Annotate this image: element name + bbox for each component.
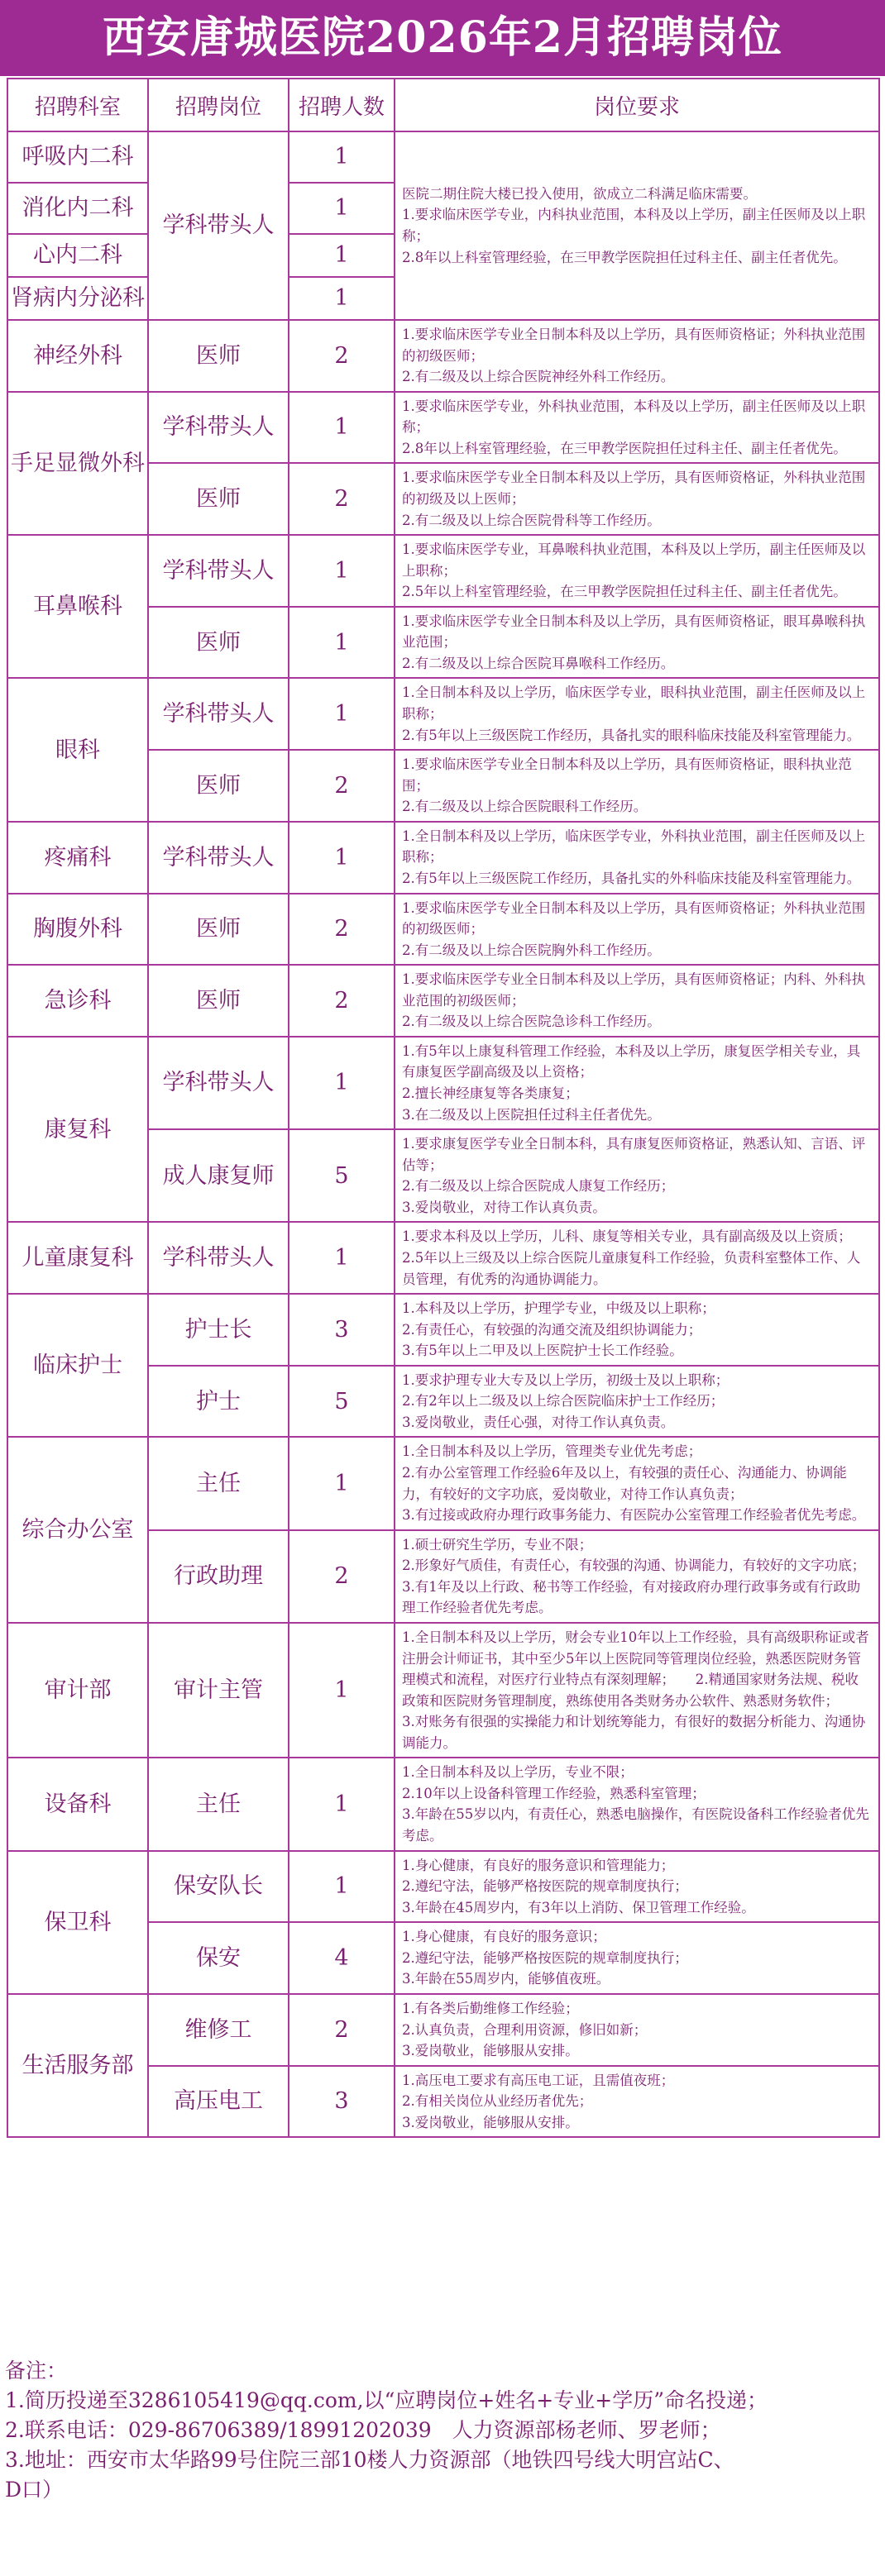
- requirement-line: 3.对账务有很强的实操能力和计划统筹能力，有很好的数据分析能力、沟通协调能力。: [402, 1714, 866, 1751]
- headcount-cell: 3: [289, 1294, 395, 1366]
- requirement-line: 2.有二级及以上综合医院眼科工作经历。: [402, 799, 648, 815]
- requirement-line: 1.有5年以上康复科管理工作经验，本科及以上学历，康复医学相关专业，具有康复医学副高级及以上资格；: [402, 1042, 861, 1080]
- headcount-cell: 2: [289, 750, 395, 822]
- requirement-line: 2.有二级及以上综合医院急诊科工作经历。: [402, 1014, 661, 1030]
- header-count: 招聘人数: [289, 79, 395, 131]
- requirements-cell: [395, 1366, 879, 1438]
- requirement-line: 2.有二级及以上综合医院胸外科工作经历。: [402, 942, 661, 958]
- header-department: 招聘科室: [7, 79, 148, 131]
- requirement-line: 2.有2年以上二级及以上综合医院临床护士工作经历；: [402, 1393, 725, 1410]
- headcount-cell: 2: [289, 1994, 395, 2066]
- requirement-line: 2.8年以上科室管理经验，在三甲教学医院担任过科主任、副主任者优先。: [402, 249, 847, 265]
- requirements-cell: [395, 607, 879, 679]
- table-row: [7, 1623, 879, 1758]
- position-cell: 学科带头人: [148, 131, 289, 320]
- department-cell: 疼痛科: [7, 822, 148, 894]
- department-cell: 耳鼻喉科: [7, 535, 148, 678]
- headcount-cell: 1: [289, 234, 395, 277]
- table-row: [7, 1994, 879, 2066]
- requirement-line: 1.要求临床医学专业全日制本科及以上学历，具有医师资格证，眼耳鼻喉科执业范围；: [402, 613, 866, 651]
- position-cell: 审计主管: [148, 1623, 289, 1758]
- headcount-cell: 1: [289, 131, 395, 183]
- requirement-line: 3.年龄在55岁以内，有责任心，熟悉电脑操作，有医院设备科工作经验者优先考虑。: [402, 1806, 869, 1844]
- requirement-line: 1.要求康复医学专业全日制本科，具有康复医师资格证，熟悉认知、言语、评估等；: [402, 1136, 866, 1173]
- headcount-cell: 2: [289, 894, 395, 966]
- table-row: [7, 965, 879, 1037]
- requirement-line: 2.有二级及以上综合医院神经外科工作经历。: [402, 369, 675, 385]
- headcount-cell: 1: [289, 1437, 395, 1529]
- headcount-cell: 4: [289, 1922, 395, 1994]
- requirement-line: 2.有二级及以上综合医院骨科等工作经历。: [402, 512, 661, 528]
- headcount-cell: 5: [289, 1129, 395, 1222]
- headcount-cell: 1: [289, 607, 395, 679]
- position-cell: 主任: [148, 1437, 289, 1529]
- requirement-line: 1.要求临床医学专业，耳鼻喉科执业范围，本科及以上学历，副主任医师及以上职称；: [402, 541, 866, 579]
- requirement-line: 2.有责任心，有较强的沟通交流及组织协调能力；: [402, 1321, 702, 1338]
- department-cell: 手足显微外科: [7, 392, 148, 535]
- requirement-line: 1.全日制本科及以上学历，专业不限；: [402, 1764, 634, 1781]
- headcount-cell: 1: [289, 392, 395, 464]
- department-cell: 心内二科: [7, 234, 148, 277]
- requirement-line: 2.5年以上三级及以上综合医院儿童康复科工作经验，负责科室整体工作、人员管理，有优秀的沟通协调能力。: [402, 1249, 861, 1287]
- requirements-cell: [395, 320, 879, 392]
- requirements-cell: [395, 1851, 879, 1923]
- position-cell: 医师: [148, 750, 289, 822]
- department-cell: 儿童康复科: [7, 1222, 148, 1294]
- position-cell: 护士: [148, 1366, 289, 1438]
- position-cell: 学科带头人: [148, 392, 289, 464]
- notes-resume-email: 1.简历投递至3286105419@qq.com,以“应聘岗位+姓名+专业+学历”命名投递；: [5, 2388, 768, 2412]
- requirement-line: 1.全日制本科及以上学历，管理类专业优先考虑；: [402, 1443, 702, 1460]
- requirement-line: 2.10年以上设备科管理工作经验，熟悉科室管理；: [402, 1785, 706, 1801]
- headcount-cell: 1: [289, 1037, 395, 1129]
- headcount-cell: 1: [289, 277, 395, 320]
- position-cell: 学科带头人: [148, 1037, 289, 1129]
- notes-heading: 备注：: [5, 2359, 68, 2383]
- requirements-cell: [395, 2066, 879, 2138]
- requirement-line: 3.年龄在45周岁内，有3年以上消防、保卫管理工作经验。: [402, 1899, 755, 1915]
- requirements-cell: [395, 678, 879, 750]
- position-cell: 学科带头人: [148, 535, 289, 607]
- notes-address: 3.地址：西安市太华路99号住院三部10楼人力资源部（地铁四号线大明宫站C、: [5, 2448, 734, 2472]
- headcount-cell: 2: [289, 1530, 395, 1623]
- requirement-line: 2.8年以上科室管理经验，在三甲教学医院担任过科主任、副主任者优先。: [402, 440, 847, 456]
- requirement-line: 1.身心健康，有良好的服务意识；: [402, 1929, 606, 1945]
- requirement-line: 3.有5年以上二甲及以上医院护士长工作经验。: [402, 1343, 683, 1359]
- requirement-line: 2.遵纪守法，能够严格按医院的规章制度执行；: [402, 1949, 688, 1966]
- table-row: [7, 1851, 879, 1923]
- requirement-line: 2.有二级及以上综合医院耳鼻喉科工作经历。: [402, 655, 675, 671]
- requirements-cell: [395, 1922, 879, 1994]
- requirements-cell: [395, 965, 879, 1037]
- requirements-cell: [395, 1294, 879, 1366]
- requirements-cell: [395, 822, 879, 894]
- headcount-cell: 3: [289, 2066, 395, 2138]
- department-cell: 肾病内分泌科: [7, 277, 148, 320]
- headcount-cell: 2: [289, 463, 395, 535]
- requirement-line: 2.有办公室管理工作经验6年及以上，有较强的责任心、沟通能力、协调能力，有较好的文字功底，爱岗敬业，对待工作认真负责；: [402, 1465, 847, 1502]
- requirements-cell: [395, 1994, 879, 2066]
- requirements-cell: [395, 1222, 879, 1294]
- requirement-line: 2.形象好气质佳，有责任心，有较强的沟通、协调能力，有较好的文字功底；: [402, 1558, 866, 1574]
- headcount-cell: 1: [289, 535, 395, 607]
- requirement-line: 1.要求临床医学专业全日制本科及以上学历，具有医师资格证；外科执业范围的初级医师；: [402, 899, 866, 937]
- requirement-line: 2.遵纪守法，能够严格按医院的规章制度执行；: [402, 1878, 688, 1895]
- headcount-cell: 2: [289, 965, 395, 1037]
- headcount-cell: 1: [289, 1222, 395, 1294]
- requirement-line: 1.要求临床医学专业，外科执业范围，本科及以上学历，副主任医师及以上职称；: [402, 398, 866, 436]
- department-cell: 呼吸内二科: [7, 131, 148, 183]
- requirement-line: 1.要求护理专业大专及以上学历，初级士及以上职称；: [402, 1371, 730, 1388]
- requirement-line: 1.全日制本科及以上学历，临床医学专业，眼科执业范围，副主任医师及以上职称；: [402, 685, 866, 722]
- headcount-cell: 5: [289, 1366, 395, 1438]
- requirement-line: 1.全日制本科及以上学历，财会专业10年以上工作经验，具有高级职称证或者注册会计师证书，其中至少5年以上医院同等管理岗位经验，熟悉医院财务管理模式和流程，对医疗行业特点有深刻理解； 2.精通国家财务法规、税收政策和医院财务管理制度，熟练使用各类财务办公软件、熟悉财务软件；: [402, 1629, 869, 1709]
- department-cell: 康复科: [7, 1037, 148, 1223]
- table-row: [7, 392, 879, 464]
- requirement-line: 3.有1年及以上行政、秘书等工作经验，有对接政府办理行政事务或有行政助理工作经验者优先考虑。: [402, 1578, 861, 1616]
- requirements-cell: [395, 1129, 879, 1222]
- department-cell: 眼科: [7, 678, 148, 821]
- position-cell: 成人康复师: [148, 1129, 289, 1222]
- requirement-line: 2.有相关岗位从业经历者优先；: [402, 2093, 593, 2110]
- requirement-line: 3.爱岗敬业，能够服从安排。: [402, 2114, 579, 2130]
- table-row: [7, 1222, 879, 1294]
- notes-contact-phone: 2.联系电话：029-86706389/18991202039 人力资源部杨老师、罗老师；: [5, 2418, 721, 2442]
- department-cell: 临床护士: [7, 1294, 148, 1437]
- position-cell: 行政助理: [148, 1530, 289, 1623]
- position-cell: 维修工: [148, 1994, 289, 2066]
- requirement-line: 医院二期住院大楼已投入使用，欲成立二科满足临床需要。: [402, 185, 757, 202]
- position-cell: 医师: [148, 894, 289, 966]
- header-position: 招聘岗位: [148, 79, 289, 131]
- department-cell: 胸腹外科: [7, 894, 148, 966]
- position-cell: 保安: [148, 1922, 289, 1994]
- department-cell: 保卫科: [7, 1851, 148, 1994]
- requirement-line: 1.要求临床医学专业全日制本科及以上学历，具有医师资格证；内科、外科执业范围的初级医师；: [402, 971, 866, 1009]
- position-cell: 医师: [148, 463, 289, 535]
- requirement-line: 1.硕士研究生学历，专业不限；: [402, 1536, 593, 1553]
- header-requirements: 岗位要求: [395, 79, 879, 131]
- requirement-line: 2.5年以上科室管理经验，在三甲教学医院担任过科主任、副主任者优先。: [402, 584, 847, 600]
- table-row: [7, 1758, 879, 1850]
- department-cell: 神经外科: [7, 320, 148, 392]
- page-title: 西安唐城医院2026年2月招聘岗位: [0, 0, 885, 76]
- requirement-line: 1.全日制本科及以上学历，临床医学专业，外科执业范围，副主任医师及以上职称；: [402, 828, 866, 866]
- position-cell: 医师: [148, 607, 289, 679]
- notes-address-cont: D口）: [5, 2478, 64, 2502]
- recruitment-table: [7, 78, 878, 2138]
- requirements-cell: [395, 1037, 879, 1129]
- requirements-cell: [395, 1623, 879, 1758]
- table-row: [7, 822, 879, 894]
- position-cell: 学科带头人: [148, 678, 289, 750]
- headcount-cell: 1: [289, 183, 395, 234]
- requirement-line: 2.有5年以上三级医院工作经历，具备扎实的眼科临床技能及科室管理能力。: [402, 727, 861, 743]
- requirements-cell: [395, 463, 879, 535]
- position-cell: 主任: [148, 1758, 289, 1850]
- requirement-line: 2.有二级及以上综合医院成人康复工作经历；: [402, 1178, 675, 1195]
- requirement-line: 3.爱岗敬业，责任心强，对待工作认真负责。: [402, 1414, 675, 1430]
- table-row: [7, 1037, 879, 1129]
- department-cell: 消化内二科: [7, 183, 148, 234]
- requirement-line: 2.有5年以上三级医院工作经历，具备扎实的外科临床技能及科室管理能力。: [402, 870, 861, 886]
- requirement-line: 1.本科及以上学历，护理学专业，中级及以上职称；: [402, 1300, 715, 1317]
- requirement-line: 3.爱岗敬业，能够服从安排。: [402, 2043, 579, 2059]
- headcount-cell: 1: [289, 822, 395, 894]
- position-cell: 高压电工: [148, 2066, 289, 2138]
- requirements-cell: [395, 1437, 879, 1529]
- headcount-cell: 1: [289, 1758, 395, 1850]
- requirements-cell: [395, 1530, 879, 1623]
- position-cell: 保安队长: [148, 1851, 289, 1923]
- requirement-line: 1.高压电工要求有高压电工证，且需值夜班；: [402, 2072, 675, 2088]
- position-cell: 学科带头人: [148, 1222, 289, 1294]
- department-cell: 审计部: [7, 1623, 148, 1758]
- table-header-row: [7, 79, 879, 131]
- requirement-line: 3.在二级及以上医院担任过科主任者优先。: [402, 1106, 661, 1123]
- requirements-cell: [395, 750, 879, 822]
- requirement-line: 1.有各类后勤维修工作经验；: [402, 2000, 579, 2016]
- requirement-line: 1.身心健康，有良好的服务意识和管理能力；: [402, 1857, 675, 1873]
- headcount-cell: 1: [289, 1851, 395, 1923]
- requirement-line: 1.要求临床医学专业全日制本科及以上学历，具有医师资格证，眼科执业范围；: [402, 756, 852, 794]
- requirement-line: 3.爱岗敬业，对待工作认真负责。: [402, 1199, 606, 1215]
- requirements-cell: [395, 392, 879, 464]
- requirement-line: 1.要求临床医学专业全日制本科及以上学历，具有医师资格证，外科执业范围的初级及以上医师；: [402, 470, 866, 507]
- requirements-cell: [395, 131, 879, 320]
- requirement-line: 2.擅长神经康复等各类康复；: [402, 1085, 579, 1101]
- department-cell: 生活服务部: [7, 1994, 148, 2137]
- requirements-cell: [395, 894, 879, 966]
- table-row: [7, 131, 879, 183]
- requirement-line: 1.要求本科及以上学历，儿科、康复等相关专业，具有副高级及以上资质；: [402, 1228, 852, 1245]
- department-cell: 急诊科: [7, 965, 148, 1037]
- table-row: [7, 1294, 879, 1366]
- headcount-cell: 1: [289, 678, 395, 750]
- requirement-line: 1.要求临床医学专业全日制本科及以上学历，具有医师资格证；外科执业范围的初级医师；: [402, 327, 866, 364]
- requirement-line: 1.要求临床医学专业，内科执业范围，本科及以上学历，副主任医师及以上职称；: [402, 207, 866, 244]
- position-cell: 学科带头人: [148, 822, 289, 894]
- table-row: [7, 535, 879, 607]
- headcount-cell: 2: [289, 320, 395, 392]
- requirement-line: 3.有过接或政府办理行政事务能力、有医院办公室管理工作经验者优先考虑。: [402, 1507, 866, 1524]
- table-row: [7, 678, 879, 750]
- requirements-cell: [395, 1758, 879, 1850]
- requirements-cell: [395, 535, 879, 607]
- table-row: [7, 894, 879, 966]
- position-cell: 医师: [148, 320, 289, 392]
- requirement-line: 3.年龄在55周岁内，能够值夜班。: [402, 1971, 610, 1987]
- position-cell: 医师: [148, 965, 289, 1037]
- department-cell: 综合办公室: [7, 1437, 148, 1623]
- headcount-cell: 1: [289, 1623, 395, 1758]
- table-row: [7, 320, 879, 392]
- notes-section: [5, 2356, 880, 2505]
- table-row: [7, 1437, 879, 1529]
- position-cell: 护士长: [148, 1294, 289, 1366]
- requirement-line: 2.认真负责，合理利用资源，修旧如新；: [402, 2021, 648, 2038]
- department-cell: 设备科: [7, 1758, 148, 1850]
